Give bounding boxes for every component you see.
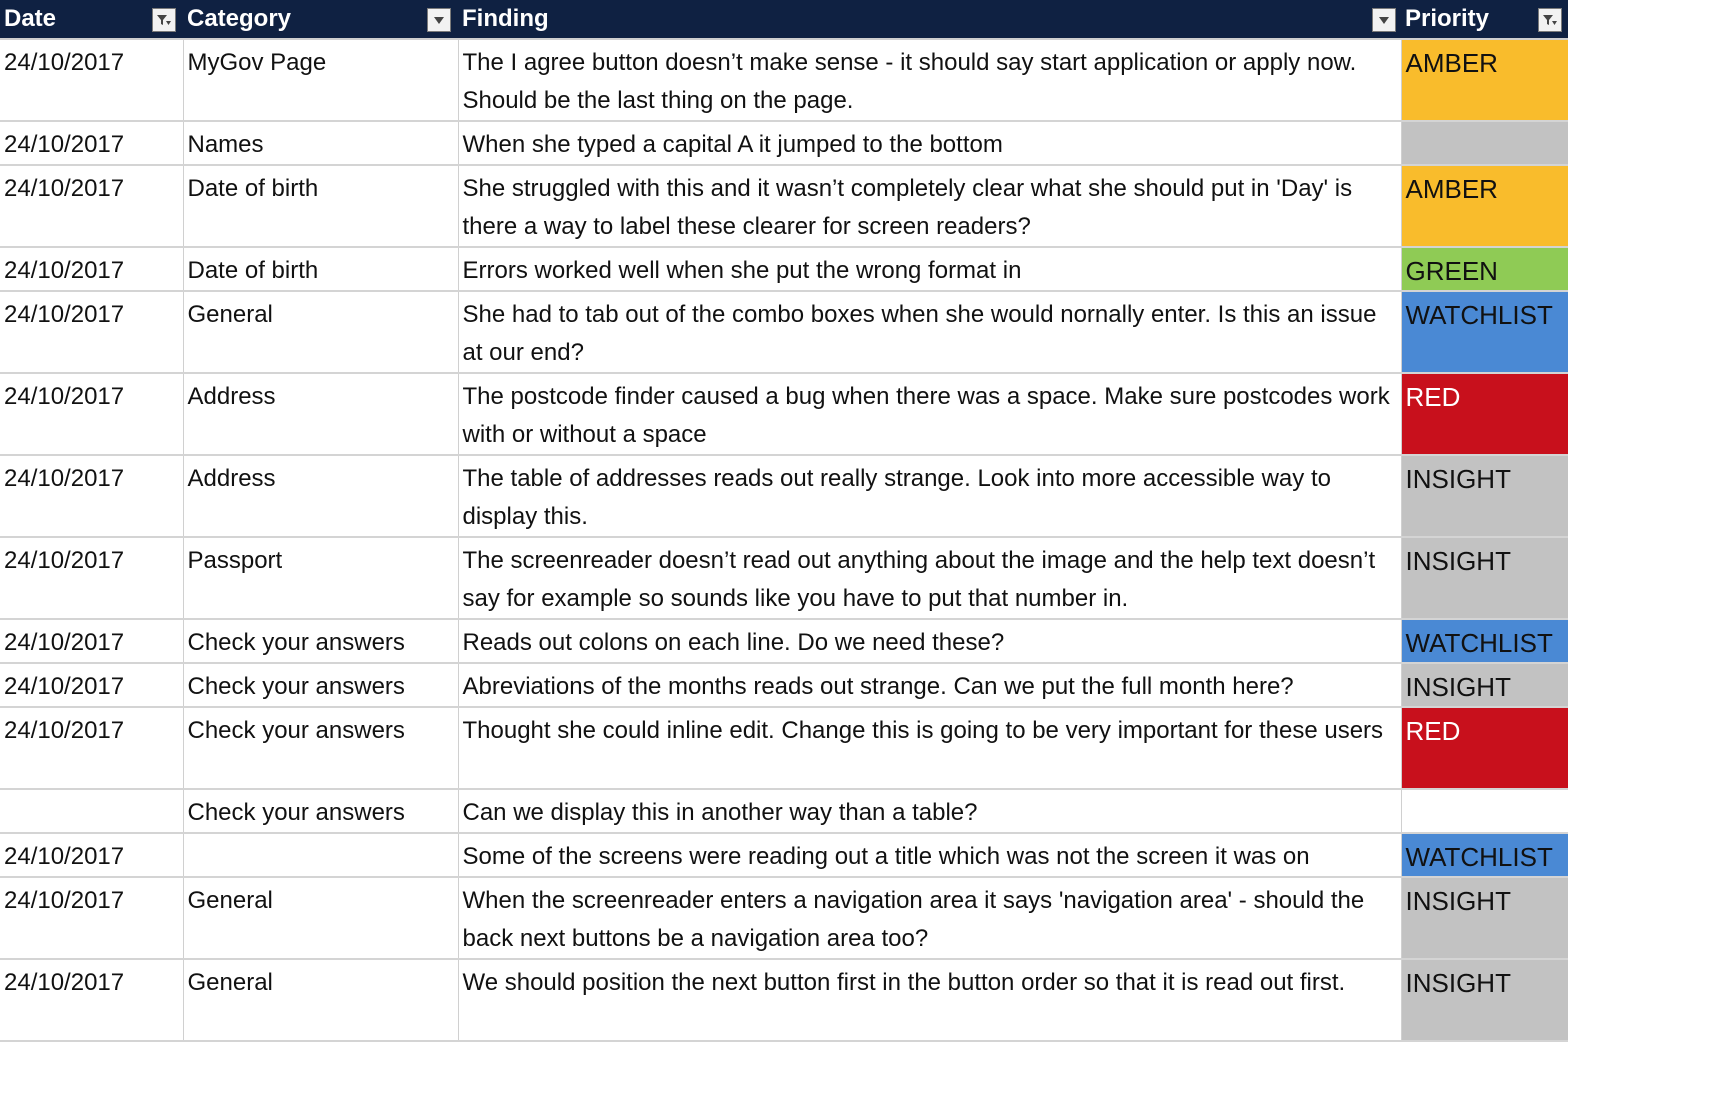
priority-cell[interactable]: INSIGHT [1401, 537, 1568, 619]
column-header-label: Category [187, 5, 292, 32]
date-cell[interactable]: 24/10/2017 [0, 537, 183, 619]
table-row [0, 959, 1568, 1041]
column-header-date[interactable] [0, 0, 183, 39]
finding-cell[interactable]: Some of the screens were reading out a title which was not the screen it was on [458, 833, 1401, 877]
priority-cell[interactable]: INSIGHT [1401, 663, 1568, 707]
column-header-finding[interactable] [458, 0, 1401, 39]
priority-cell[interactable]: WATCHLIST [1401, 619, 1568, 663]
date-cell[interactable] [0, 789, 183, 833]
category-cell[interactable]: Check your answers [183, 707, 458, 789]
date-cell[interactable]: 24/10/2017 [0, 959, 183, 1041]
date-cell[interactable]: 24/10/2017 [0, 833, 183, 877]
finding-cell[interactable]: Reads out colons on each line. Do we need these? [458, 619, 1401, 663]
priority-cell[interactable]: GREEN [1401, 247, 1568, 291]
column-header-label: Date [4, 5, 57, 32]
finding-cell[interactable]: She had to tab out of the combo boxes when she would nornally enter. Is this an issue at our end? [458, 291, 1401, 373]
date-cell[interactable]: 24/10/2017 [0, 619, 183, 663]
priority-cell[interactable]: WATCHLIST [1401, 833, 1568, 877]
table-row [0, 373, 1568, 455]
finding-cell[interactable]: Can we display this in another way than a table? [458, 789, 1401, 833]
table-row [0, 707, 1568, 789]
table-row [0, 291, 1568, 373]
date-cell[interactable]: 24/10/2017 [0, 707, 183, 789]
column-header-category[interactable] [183, 0, 458, 39]
table-row [0, 833, 1568, 877]
finding-cell[interactable]: Errors worked well when she put the wrong format in [458, 247, 1401, 291]
header-row [0, 0, 1568, 39]
priority-cell[interactable]: AMBER [1401, 39, 1568, 121]
date-cell[interactable]: 24/10/2017 [0, 165, 183, 247]
category-cell[interactable]: MyGov Page [183, 39, 458, 121]
finding-cell[interactable]: The table of addresses reads out really strange. Look into more accessible way to display this. [458, 455, 1401, 537]
category-cell[interactable]: Passport [183, 537, 458, 619]
date-cell[interactable]: 24/10/2017 [0, 121, 183, 165]
finding-cell[interactable]: Thought she could inline edit. Change this is going to be very important for these users [458, 707, 1401, 789]
table-row [0, 455, 1568, 537]
table-row [0, 247, 1568, 291]
chevron-down-icon [1376, 12, 1392, 28]
priority-cell[interactable]: WATCHLIST [1401, 291, 1568, 373]
date-cell[interactable]: 24/10/2017 [0, 877, 183, 959]
column-header-label: Finding [462, 5, 549, 32]
priority-filter-button[interactable] [1538, 8, 1562, 32]
finding-cell[interactable]: The postcode finder caused a bug when there was a space. Make sure postcodes work with or without a space [458, 373, 1401, 455]
date-cell[interactable]: 24/10/2017 [0, 39, 183, 121]
category-cell[interactable]: General [183, 877, 458, 959]
table-row [0, 663, 1568, 707]
date-filter-button[interactable] [152, 8, 176, 32]
finding-cell[interactable]: She struggled with this and it wasn’t completely clear what she should put in 'Day' is there a way to label these clearer for screen readers? [458, 165, 1401, 247]
finding-filter-button[interactable] [1372, 8, 1396, 32]
category-cell[interactable]: Address [183, 373, 458, 455]
date-cell[interactable]: 24/10/2017 [0, 455, 183, 537]
category-cell[interactable]: Address [183, 455, 458, 537]
category-filter-button[interactable] [427, 8, 451, 32]
table-row [0, 619, 1568, 663]
category-cell[interactable]: Check your answers [183, 789, 458, 833]
date-cell[interactable]: 24/10/2017 [0, 247, 183, 291]
priority-cell[interactable]: RED [1401, 373, 1568, 455]
priority-cell[interactable]: AMBER [1401, 165, 1568, 247]
finding-cell[interactable]: The I agree button doesn’t make sense - it should say start application or apply now. Should be the last thing on the page. [458, 39, 1401, 121]
category-cell[interactable] [183, 833, 458, 877]
category-cell[interactable]: Check your answers [183, 663, 458, 707]
category-cell[interactable]: Names [183, 121, 458, 165]
date-cell[interactable]: 24/10/2017 [0, 663, 183, 707]
priority-cell[interactable]: INSIGHT [1401, 877, 1568, 959]
column-header-priority[interactable] [1401, 0, 1568, 39]
priority-cell[interactable] [1401, 789, 1568, 833]
date-cell[interactable]: 24/10/2017 [0, 291, 183, 373]
finding-cell[interactable]: When the screenreader enters a navigation area it says 'navigation area' - should the back next buttons be a navigation area too? [458, 877, 1401, 959]
table-row [0, 537, 1568, 619]
table-row [0, 39, 1568, 121]
finding-cell[interactable]: Abreviations of the months reads out strange. Can we put the full month here? [458, 663, 1401, 707]
filter-dropdown-icon [1542, 12, 1558, 28]
category-cell[interactable]: General [183, 959, 458, 1041]
finding-cell[interactable]: The screenreader doesn’t read out anything about the image and the help text doesn’t say for example so sounds like you have to put that number in. [458, 537, 1401, 619]
table-row [0, 877, 1568, 959]
category-cell[interactable]: Check your answers [183, 619, 458, 663]
priority-cell[interactable]: INSIGHT [1401, 959, 1568, 1041]
table-row [0, 165, 1568, 247]
table-row [0, 121, 1568, 165]
table-body [0, 39, 1568, 1041]
priority-cell[interactable]: INSIGHT [1401, 455, 1568, 537]
date-cell[interactable]: 24/10/2017 [0, 373, 183, 455]
category-cell[interactable]: Date of birth [183, 247, 458, 291]
finding-cell[interactable]: We should position the next button first in the button order so that it is read out first. [458, 959, 1401, 1041]
category-cell[interactable]: Date of birth [183, 165, 458, 247]
chevron-down-icon [431, 12, 447, 28]
priority-cell[interactable] [1401, 121, 1568, 165]
column-header-label: Priority [1405, 5, 1490, 32]
table-row [0, 789, 1568, 833]
finding-cell[interactable]: When she typed a capital A it jumped to the bottom [458, 121, 1401, 165]
category-cell[interactable]: General [183, 291, 458, 373]
priority-cell[interactable]: RED [1401, 707, 1568, 789]
table-header [0, 0, 1568, 39]
filter-dropdown-icon [156, 12, 172, 28]
